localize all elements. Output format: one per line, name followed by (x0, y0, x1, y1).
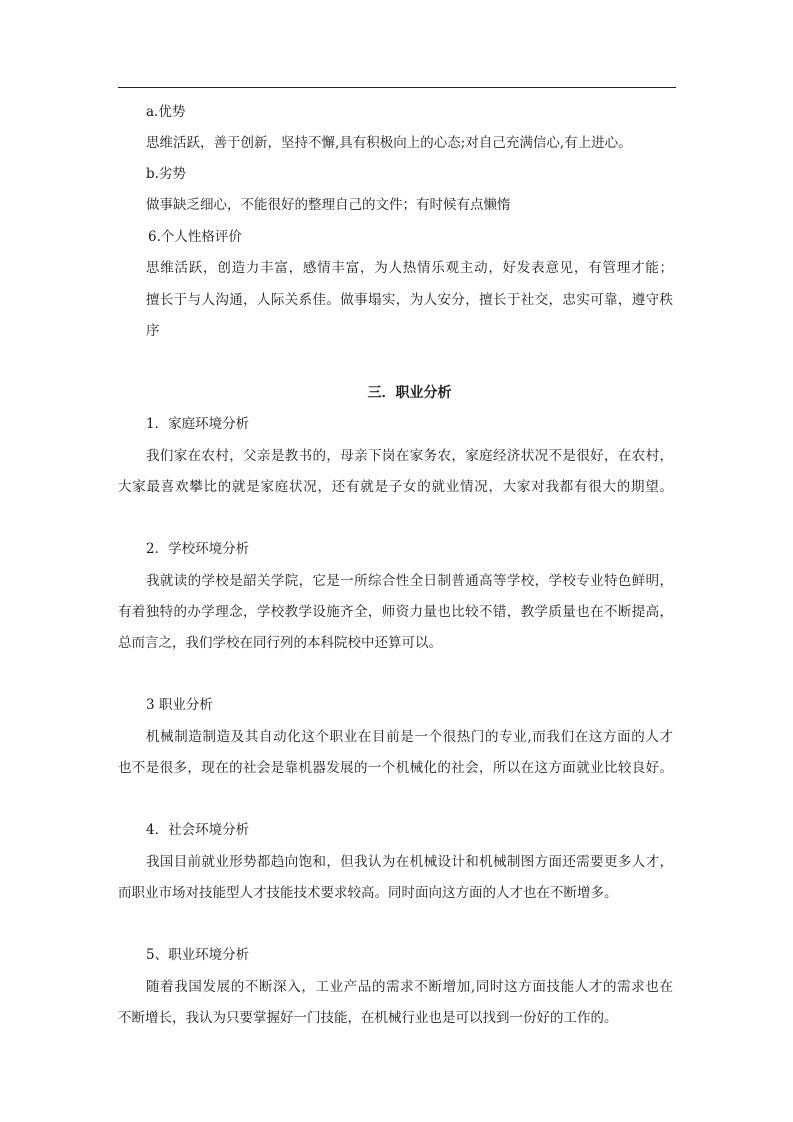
family-line-2: 大家最喜欢攀比的就是家庭状况，还有就是子女的就业情况，大家对我都有很大的期望。 (118, 479, 673, 495)
a-strengths-label: a.优势 (146, 104, 186, 120)
section-title: 三．职业分析 (367, 385, 452, 401)
school-line-2: 有着独特的办学理念，学校教学设施齐全，师资力量也比较不错，教学质量也在不断提高， (118, 604, 673, 620)
career-line-1: 机械制造制造及其自动化这个职业在目前是一个很热门的专业,而我们在这方面的人才 (146, 729, 673, 745)
occupation-line-1: 随着我国发展的不断深入，工业产品的需求不断增加,同时这方面技能人才的需求也在 (146, 979, 673, 995)
occupation-heading: 5、职业环境分析 (146, 947, 250, 963)
school-line-1: 我就读的学校是韶关学院，它是一所综合性全日制普通高等学校，学校专业特色鲜明， (146, 573, 673, 589)
school-heading: 2．学校环境分析 (146, 541, 250, 557)
b-weaknesses-text: 做事缺乏细心，不能很好的整理自己的文件；有时候有点懒惰 (146, 197, 511, 213)
b-weaknesses-label: b.劣势 (146, 166, 186, 182)
personality-line-2: 擅长于与人沟通，人际关系佳。做事塌实，为人安分，擅长于社交，忠实可靠，遵守秩 (146, 292, 673, 308)
society-line-2: 而职业市场对技能型人才技能技术要求较高。同时面向这方面的人才也在不断增多。 (118, 885, 618, 901)
header-rule (118, 87, 676, 88)
career-heading: 3 职业分析 (146, 697, 213, 713)
school-line-3: 总而言之，我们学校在同行列的本科院校中还算可以。 (118, 635, 442, 651)
occupation-line-2: 不断增长，我认为只要掌握好一门技能，在机械行业也是可以找到一份好的工作的。 (118, 1010, 618, 1026)
personality-line-1: 思维活跃，创造力丰富，感情丰富，为人热情乐观主动，好发表意见，有管理才能； (146, 260, 673, 276)
a-strengths-text: 思维活跃，善于创新，坚持不懈,具有积极向上的心态;对自己充满信心,有上进心。 (146, 135, 632, 151)
career-line-2: 也不是很多，现在的社会是靠机器发展的一个机械化的社会，所以在这方面就业比较良好。 (118, 760, 673, 776)
society-line-1: 我国目前就业形势都趋向饱和，但我认为在机械设计和机械制图方面还需要更多人才， (146, 854, 673, 870)
family-heading: 1．家庭环境分析 (146, 416, 250, 432)
family-line-1: 我们家在农村，父亲是教书的，母亲下岗在家务农，家庭经济状况不是很好，在农村， (146, 448, 673, 464)
personality-line-3: 序 (146, 323, 160, 339)
personality-heading: 6.个人性格评价 (148, 229, 242, 245)
society-heading: 4．社会环境分析 (146, 822, 250, 838)
